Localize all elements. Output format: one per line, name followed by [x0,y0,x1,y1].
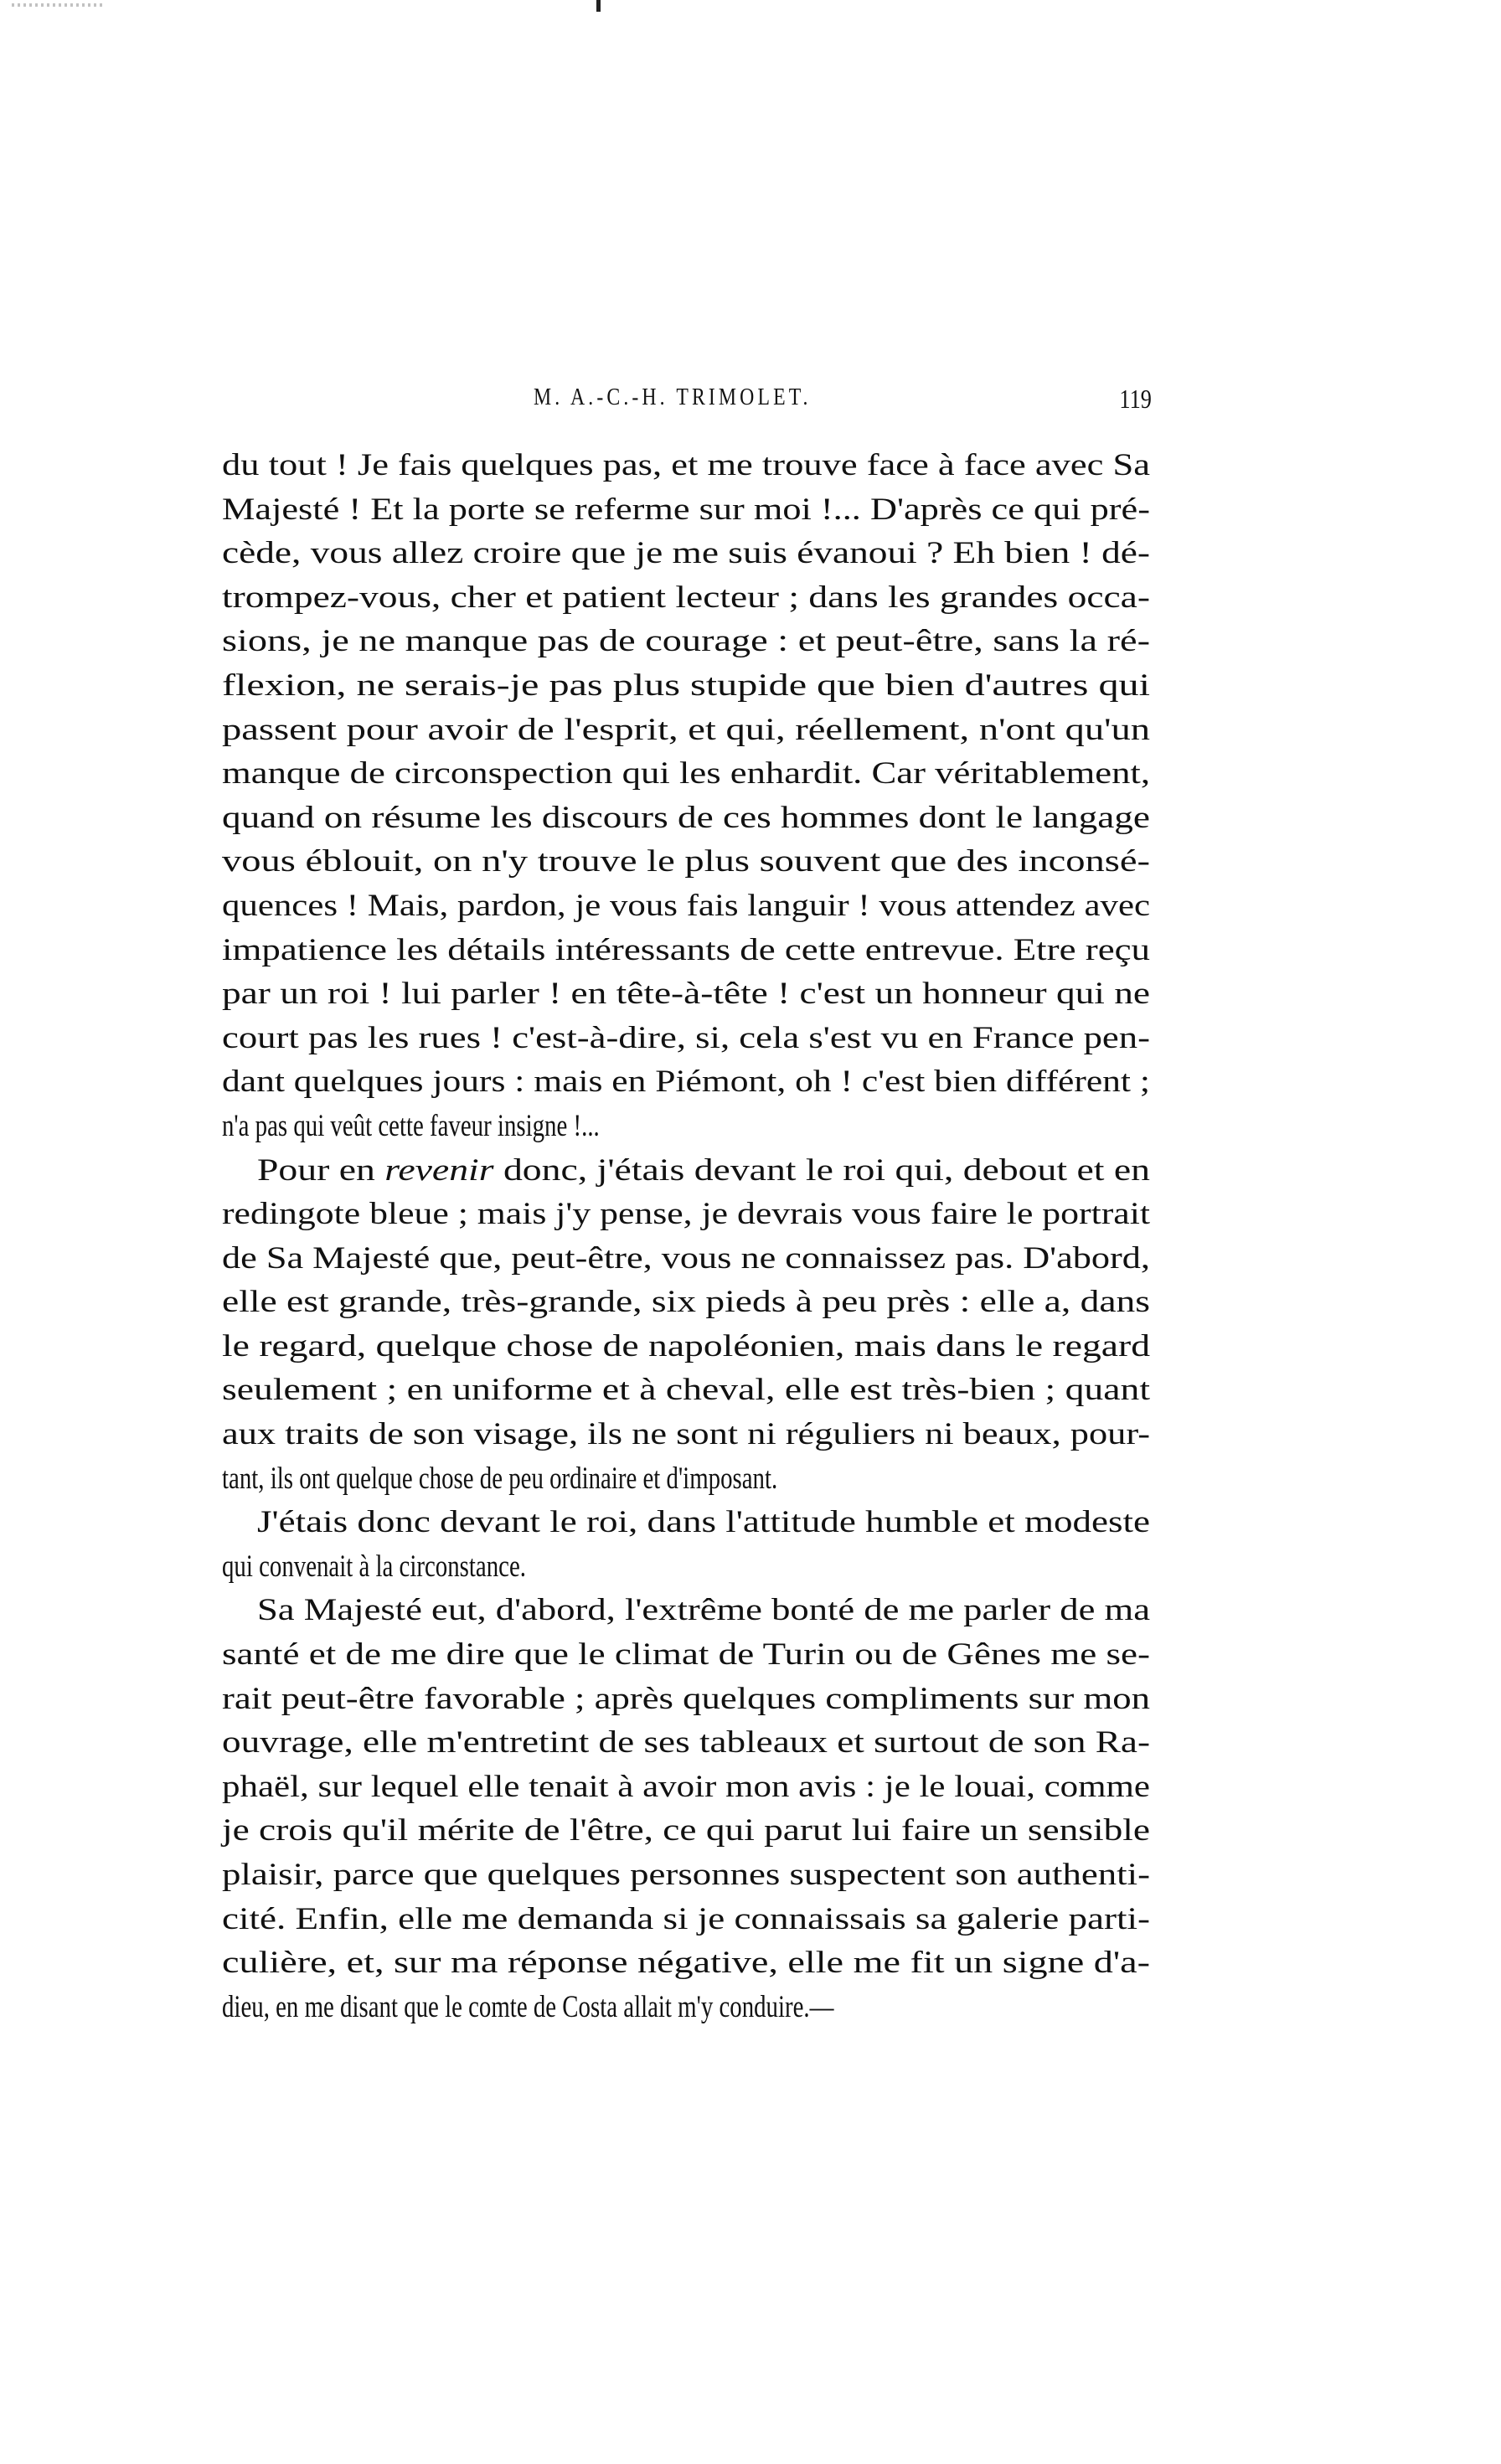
text-line [222,1898,1150,1942]
text-line-content: aux traits de son visage, ils ne sont ni réguliers ni beaux, pour- [222,1417,1150,1452]
text-line [222,1678,1150,1722]
text-line [222,1633,1150,1678]
italic-word: revenir [384,1152,494,1188]
text-line-content: culière, et, sur ma réponse négative, elle me fit un signe d'a- [222,1946,1150,1981]
text-line [222,972,1150,1017]
text-line [222,1237,1150,1281]
text-line-content: Pour en revenir donc, j'étais devant le roi qui, debout et en [257,1152,1150,1188]
text-line [222,532,1150,576]
text-line [222,576,1150,621]
text-line [222,929,1150,973]
text-line [222,664,1150,709]
scan-mark [596,0,601,12]
text-line-content: plaisir, parce que quelques personnes suspectent son authenti- [222,1858,1150,1892]
text-line-content: rait peut-être favorable ; après quelques compliments sur mon [222,1681,1150,1716]
text-line-content: flexion, ne serais-je pas plus stupide que bien d'autres qui [222,668,1150,703]
text-line [222,1853,1150,1898]
text-line-content: qui convenait à la circonstance. [222,1549,526,1584]
page-number: 119 [1119,384,1152,414]
text-line-content: cède, vous allez croire que je me suis évanoui ? Eh bien ! dé- [222,536,1150,571]
text-line-content: je crois qu'il mérite de l'être, ce qui parut lui faire un sensible [222,1813,1150,1848]
page-header [222,384,1152,417]
text-line [222,1413,1150,1457]
text-line-content: dant quelques jours : mais en Piémont, oh ! c'est bien différent ; [222,1064,1150,1100]
text-line [222,1589,1150,1633]
text-line [222,1501,1150,1545]
text-line-content: cité. Enfin, elle me demanda si je connaissais sa galerie parti- [222,1901,1150,1936]
text-line-content: le regard, quelque chose de napoléonien, mais dans le regard [222,1328,1150,1363]
text-line-content: n'a pas qui veût cette faveur insigne !... [222,1108,600,1143]
text-line-content: par un roi ! lui parler ! en tête-à-tête ! c'est un honneur qui ne [222,977,1150,1012]
text-line-content: phaël, sur lequel elle tenait à avoir mon avis : je le louai, comme [222,1769,1150,1804]
text-line [222,1721,1150,1766]
text-line [222,620,1150,664]
text-line [222,488,1150,533]
text-line-content: seulement ; en uniforme et à cheval, elle est très-bien ; quant [222,1373,1150,1408]
text-line [222,709,1150,753]
text-line [222,1545,1150,1590]
text-line-content: quand on résume les discours de ces hommes dont le langage [222,800,1150,835]
text-line-content: dieu, en me disant que le comte de Costa allait m'y conduire.— [222,1989,834,2024]
text-line-content: de Sa Majesté que, peut-être, vous ne connaissez pas. D'abord, [222,1240,1150,1276]
text-line-content: trompez-vous, cher et patient lecteur ; dans les grandes occa- [222,580,1150,615]
text-line [222,1060,1150,1105]
text-line [222,1149,1150,1193]
text-line [222,1325,1150,1369]
text-line [222,1281,1150,1325]
text-line [222,1457,1150,1502]
text-line-content: elle est grande, très-grande, six pieds à peu près : elle a, dans [222,1285,1150,1320]
text-line-content: du tout ! Je fais quelques pas, et me trouve face à face avec Sa [222,448,1150,482]
body-text [222,444,1150,2029]
text-line-content: Sa Majesté eut, d'abord, l'extrême bonté de me parler de ma [257,1593,1150,1628]
text-line-content: vous éblouit, on n'y trouve le plus souvent que des inconsé- [222,844,1150,879]
text-line [222,1369,1150,1413]
text-line-content: sions, je ne manque pas de courage : et peut-être, sans la ré- [222,624,1150,659]
text-line-content: impatience les détails intéressants de cette entrevue. Etre reçu [222,932,1150,967]
text-line [222,840,1150,884]
text-line [222,1941,1150,1986]
text-line [222,1809,1150,1853]
text-line-content: J'étais donc devant le roi, dans l'attitude humble et modeste [257,1505,1150,1540]
text-line-content: manque de circonspection qui les enhardit. Car véritablement, [222,756,1150,791]
text-line [222,1017,1150,1061]
text-line [222,796,1150,841]
text-line-content: Majesté ! Et la porte se referme sur moi !... D'après ce qui pré- [222,492,1150,527]
text-line [222,1193,1150,1237]
text-line-content: redingote bleue ; mais j'y pense, je devrais vous faire le portrait [222,1197,1150,1232]
text-line [222,1105,1150,1149]
text-line-content: passent pour avoir de l'esprit, et qui, réellement, n'ont qu'un [222,712,1150,747]
text-line-content: ouvrage, elle m'entretint de ses tableaux et surtout de son Ra- [222,1725,1150,1760]
running-head: M. A.-C.-H. TRIMOLET. [534,384,812,410]
scan-artifact [12,3,104,7]
text-line [222,752,1150,796]
text-line-content: court pas les rues ! c'est-à-dire, si, cela s'est vu en France pen- [222,1020,1150,1055]
text-line-content: santé et de me dire que le climat de Turin ou de Gênes me se- [222,1637,1150,1673]
text-line-content: quences ! Mais, pardon, je vous fais languir ! vous attendez avec [222,888,1150,923]
text-line [222,1986,1150,2030]
text-line [222,1766,1150,1810]
text-line-content: tant, ils ont quelque chose de peu ordinaire et d'imposant. [222,1461,778,1496]
text-line [222,444,1150,488]
text-line [222,884,1150,929]
